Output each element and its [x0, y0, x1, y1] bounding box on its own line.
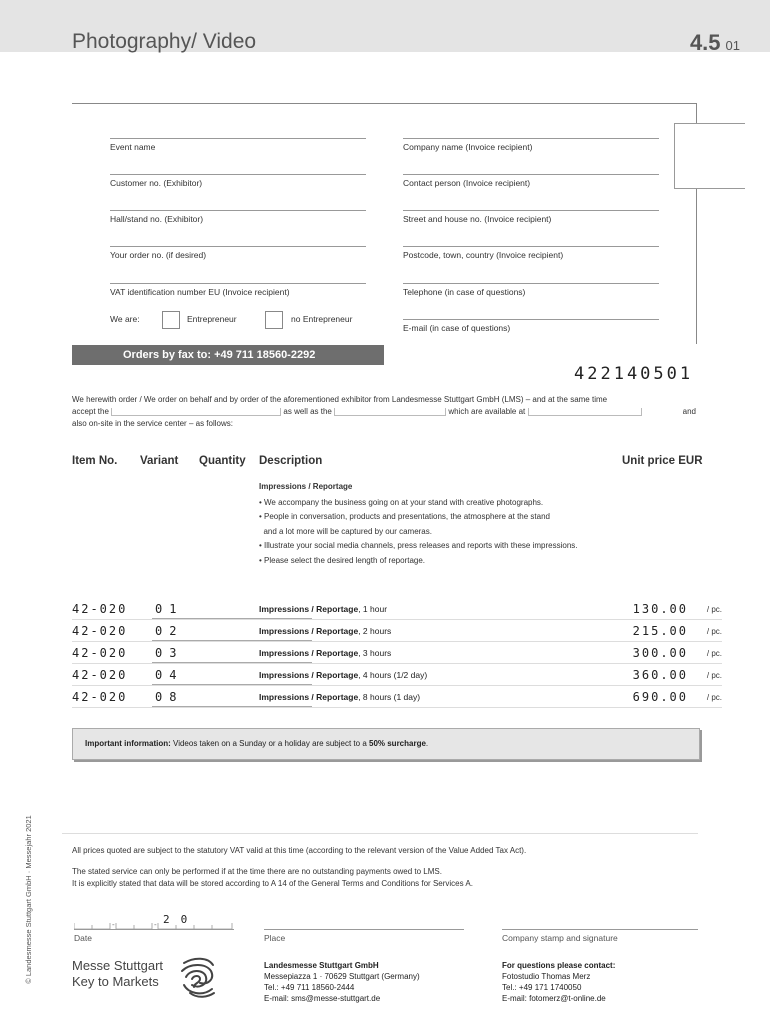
- item-description: Impressions / Reportage, 8 hours (1 day): [259, 692, 421, 702]
- terms-blank-2: [334, 408, 446, 416]
- important-info-text: Important information: Videos taken on a Sunday or a holiday are subject to a 50% surcharge.: [85, 739, 429, 748]
- price-unit: / pc.: [706, 605, 722, 614]
- col-quantity: Quantity: [199, 455, 246, 467]
- item-description: Impressions / Reportage, 2 hours: [259, 626, 392, 636]
- company-name-field[interactable]: Company name (Invoice recipient): [403, 138, 659, 152]
- row-divider: [72, 707, 722, 708]
- price-unit: / pc.: [706, 671, 722, 680]
- fax-bar: [72, 345, 384, 365]
- telephone-field[interactable]: Telephone (in case of questions): [403, 283, 659, 297]
- lms-tel: Tel.: +49 711 18560-2444: [264, 983, 355, 992]
- intro-and: and: [682, 407, 696, 416]
- row-divider: [72, 663, 722, 664]
- description-bullet: • People in conversation, products and presentations, the atmosphere at the stand: [259, 512, 550, 522]
- unit-price: 130.00: [632, 602, 688, 616]
- description-bullet: and a lot more will be captured by our cameras.: [259, 526, 432, 536]
- contact-address: [502, 960, 615, 1004]
- table-row: [72, 646, 722, 668]
- terms-blank-3: [528, 408, 642, 416]
- hall-stand-field[interactable]: Hall/stand no. (Exhibitor): [110, 210, 366, 224]
- col-variant: Variant: [140, 455, 179, 467]
- logo-line-1: Messe Stuttgart: [72, 958, 164, 973]
- intro-line-3: also on-site in the service center – as follows:: [72, 419, 233, 428]
- entrepreneur-checkbox[interactable]: [162, 311, 180, 329]
- order-no-field[interactable]: Your order no. (if desired): [110, 246, 366, 260]
- description-block: [259, 480, 619, 569]
- row-divider: [72, 641, 722, 642]
- year-prefix: 20: [163, 913, 199, 926]
- row-divider: [72, 619, 722, 620]
- table-row: [72, 690, 722, 712]
- col-unit-price: Unit price EUR: [622, 455, 703, 467]
- logo-line-2: Key to Markets: [72, 974, 159, 989]
- item-number: 42-020: [72, 602, 128, 616]
- unit-price: 360.00: [632, 668, 688, 682]
- customer-no-field[interactable]: Customer no. (Exhibitor): [110, 174, 366, 188]
- variant-number: 02: [155, 624, 184, 638]
- stamp-label: Company stamp and signature: [502, 929, 698, 943]
- email-field[interactable]: E-mail (in case of questions): [403, 319, 659, 333]
- vat-id-field[interactable]: VAT identification number EU (Invoice recipient): [110, 283, 366, 297]
- note-line: It is explicitly stated that data will be stored according to A 14 of the General Terms and Conditions for Services A.: [72, 879, 473, 888]
- item-number: 42-020: [72, 690, 128, 704]
- postcode-field[interactable]: Postcode, town, country (Invoice recipient): [403, 246, 659, 260]
- price-unit: / pc.: [706, 693, 722, 702]
- street-field[interactable]: Street and house no. (Invoice recipient): [403, 210, 659, 224]
- messe-fingerprint-icon: [180, 955, 216, 1001]
- intro-line-2: [72, 406, 696, 418]
- table-row: [72, 602, 722, 624]
- no-entrepreneur-checkbox[interactable]: [265, 311, 283, 329]
- unit-price: 215.00: [632, 624, 688, 638]
- messe-logo-text: [72, 958, 163, 990]
- unit-price: 690.00: [632, 690, 688, 704]
- intro-line-1: We herewith order / We order on behalf and by order of the aforementioned exhibitor from Landesmesse Stuttgart GmbH (LMS) – and at the same time: [72, 395, 608, 404]
- contact-email: E-mail: fotomerz@t-online.de: [502, 994, 606, 1003]
- note-line: The stated service can only be performed if at the time there are no outstanding payments owed to LMS.: [72, 867, 442, 876]
- item-number: 42-020: [72, 646, 128, 660]
- form-number: [690, 30, 740, 56]
- side-tab-box: [674, 123, 745, 189]
- place-label: Place: [264, 929, 464, 943]
- description-bullet: • Please select the desired length of reportage.: [259, 555, 426, 565]
- lms-street: Messepiazza 1 · 70629 Stuttgart (Germany): [264, 972, 420, 981]
- variant-number: 01: [155, 602, 184, 616]
- svg-text:-: -: [154, 920, 157, 929]
- svg-text:-: -: [112, 920, 115, 929]
- copyright-text: © Landesmesse Stuttgart GmbH · Messejahr 2021: [23, 815, 33, 984]
- form-number-main: 4.5: [689, 30, 721, 55]
- contact-name: Fotostudio Thomas Merz: [502, 972, 591, 981]
- col-item-no: Item No.: [72, 455, 118, 467]
- fax-text: Orders by fax to: +49 711 18560-2292: [123, 349, 316, 361]
- intro-available: which are available at: [448, 407, 526, 416]
- description-heading: Impressions / Reportage: [259, 482, 353, 491]
- table-row: [72, 668, 722, 690]
- col-description: Description: [259, 455, 323, 467]
- intro-as-well: as well as the: [283, 407, 332, 416]
- variant-number: 04: [155, 668, 184, 682]
- no-entrepreneur-label: no Entrepreneur: [291, 314, 353, 324]
- date-label: Date: [74, 929, 234, 943]
- lms-address: [264, 960, 420, 1004]
- contact-person-field[interactable]: Contact person (Invoice recipient): [403, 174, 659, 188]
- intro-text: [72, 394, 696, 430]
- vat-note: All prices quoted are subject to the statutory VAT valid at this time (according to the relevant version of the Value Added Tax Act).: [72, 846, 527, 855]
- unit-price: 300.00: [632, 646, 688, 660]
- description-bullet: • We accompany the business going on at your stand with creative photographs.: [259, 497, 544, 507]
- variant-number: 08: [155, 690, 184, 704]
- important-info-box: [72, 728, 700, 760]
- form-code-number: 422140501: [574, 364, 694, 384]
- item-description: Impressions / Reportage, 3 hours: [259, 648, 392, 658]
- form-number-sub: 01: [725, 38, 740, 53]
- table-row: [72, 624, 722, 646]
- lms-name: Landesmesse Stuttgart GmbH: [264, 961, 379, 970]
- intro-accept: accept the: [72, 407, 109, 416]
- conditions-note: [72, 866, 692, 890]
- item-number: 42-020: [72, 624, 128, 638]
- page-title: Photography/ Video: [72, 30, 257, 53]
- price-unit: / pc.: [706, 649, 722, 658]
- item-description: Impressions / Reportage, 1 hour: [259, 604, 388, 614]
- date-input[interactable]: [74, 917, 234, 927]
- contact-heading: For questions please contact:: [502, 961, 616, 970]
- item-number: 42-020: [72, 668, 128, 682]
- event-name-field[interactable]: Event name: [110, 138, 366, 152]
- description-bullet: • Illustrate your social media channels, press releases and reports with these impressions.: [259, 541, 578, 551]
- item-description: Impressions / Reportage, 4 hours (1/2 day): [259, 670, 428, 680]
- terms-blank-1: [111, 408, 281, 416]
- divider: [62, 833, 698, 834]
- contact-tel: Tel.: +49 171 1740050: [502, 983, 582, 992]
- we-are-label: We are:: [110, 314, 140, 324]
- price-unit: / pc.: [706, 627, 722, 636]
- lms-email: E-mail: sms@messe-stuttgart.de: [264, 994, 381, 1003]
- row-divider: [72, 685, 722, 686]
- variant-number: 03: [155, 646, 184, 660]
- entrepreneur-label: Entrepreneur: [187, 314, 237, 324]
